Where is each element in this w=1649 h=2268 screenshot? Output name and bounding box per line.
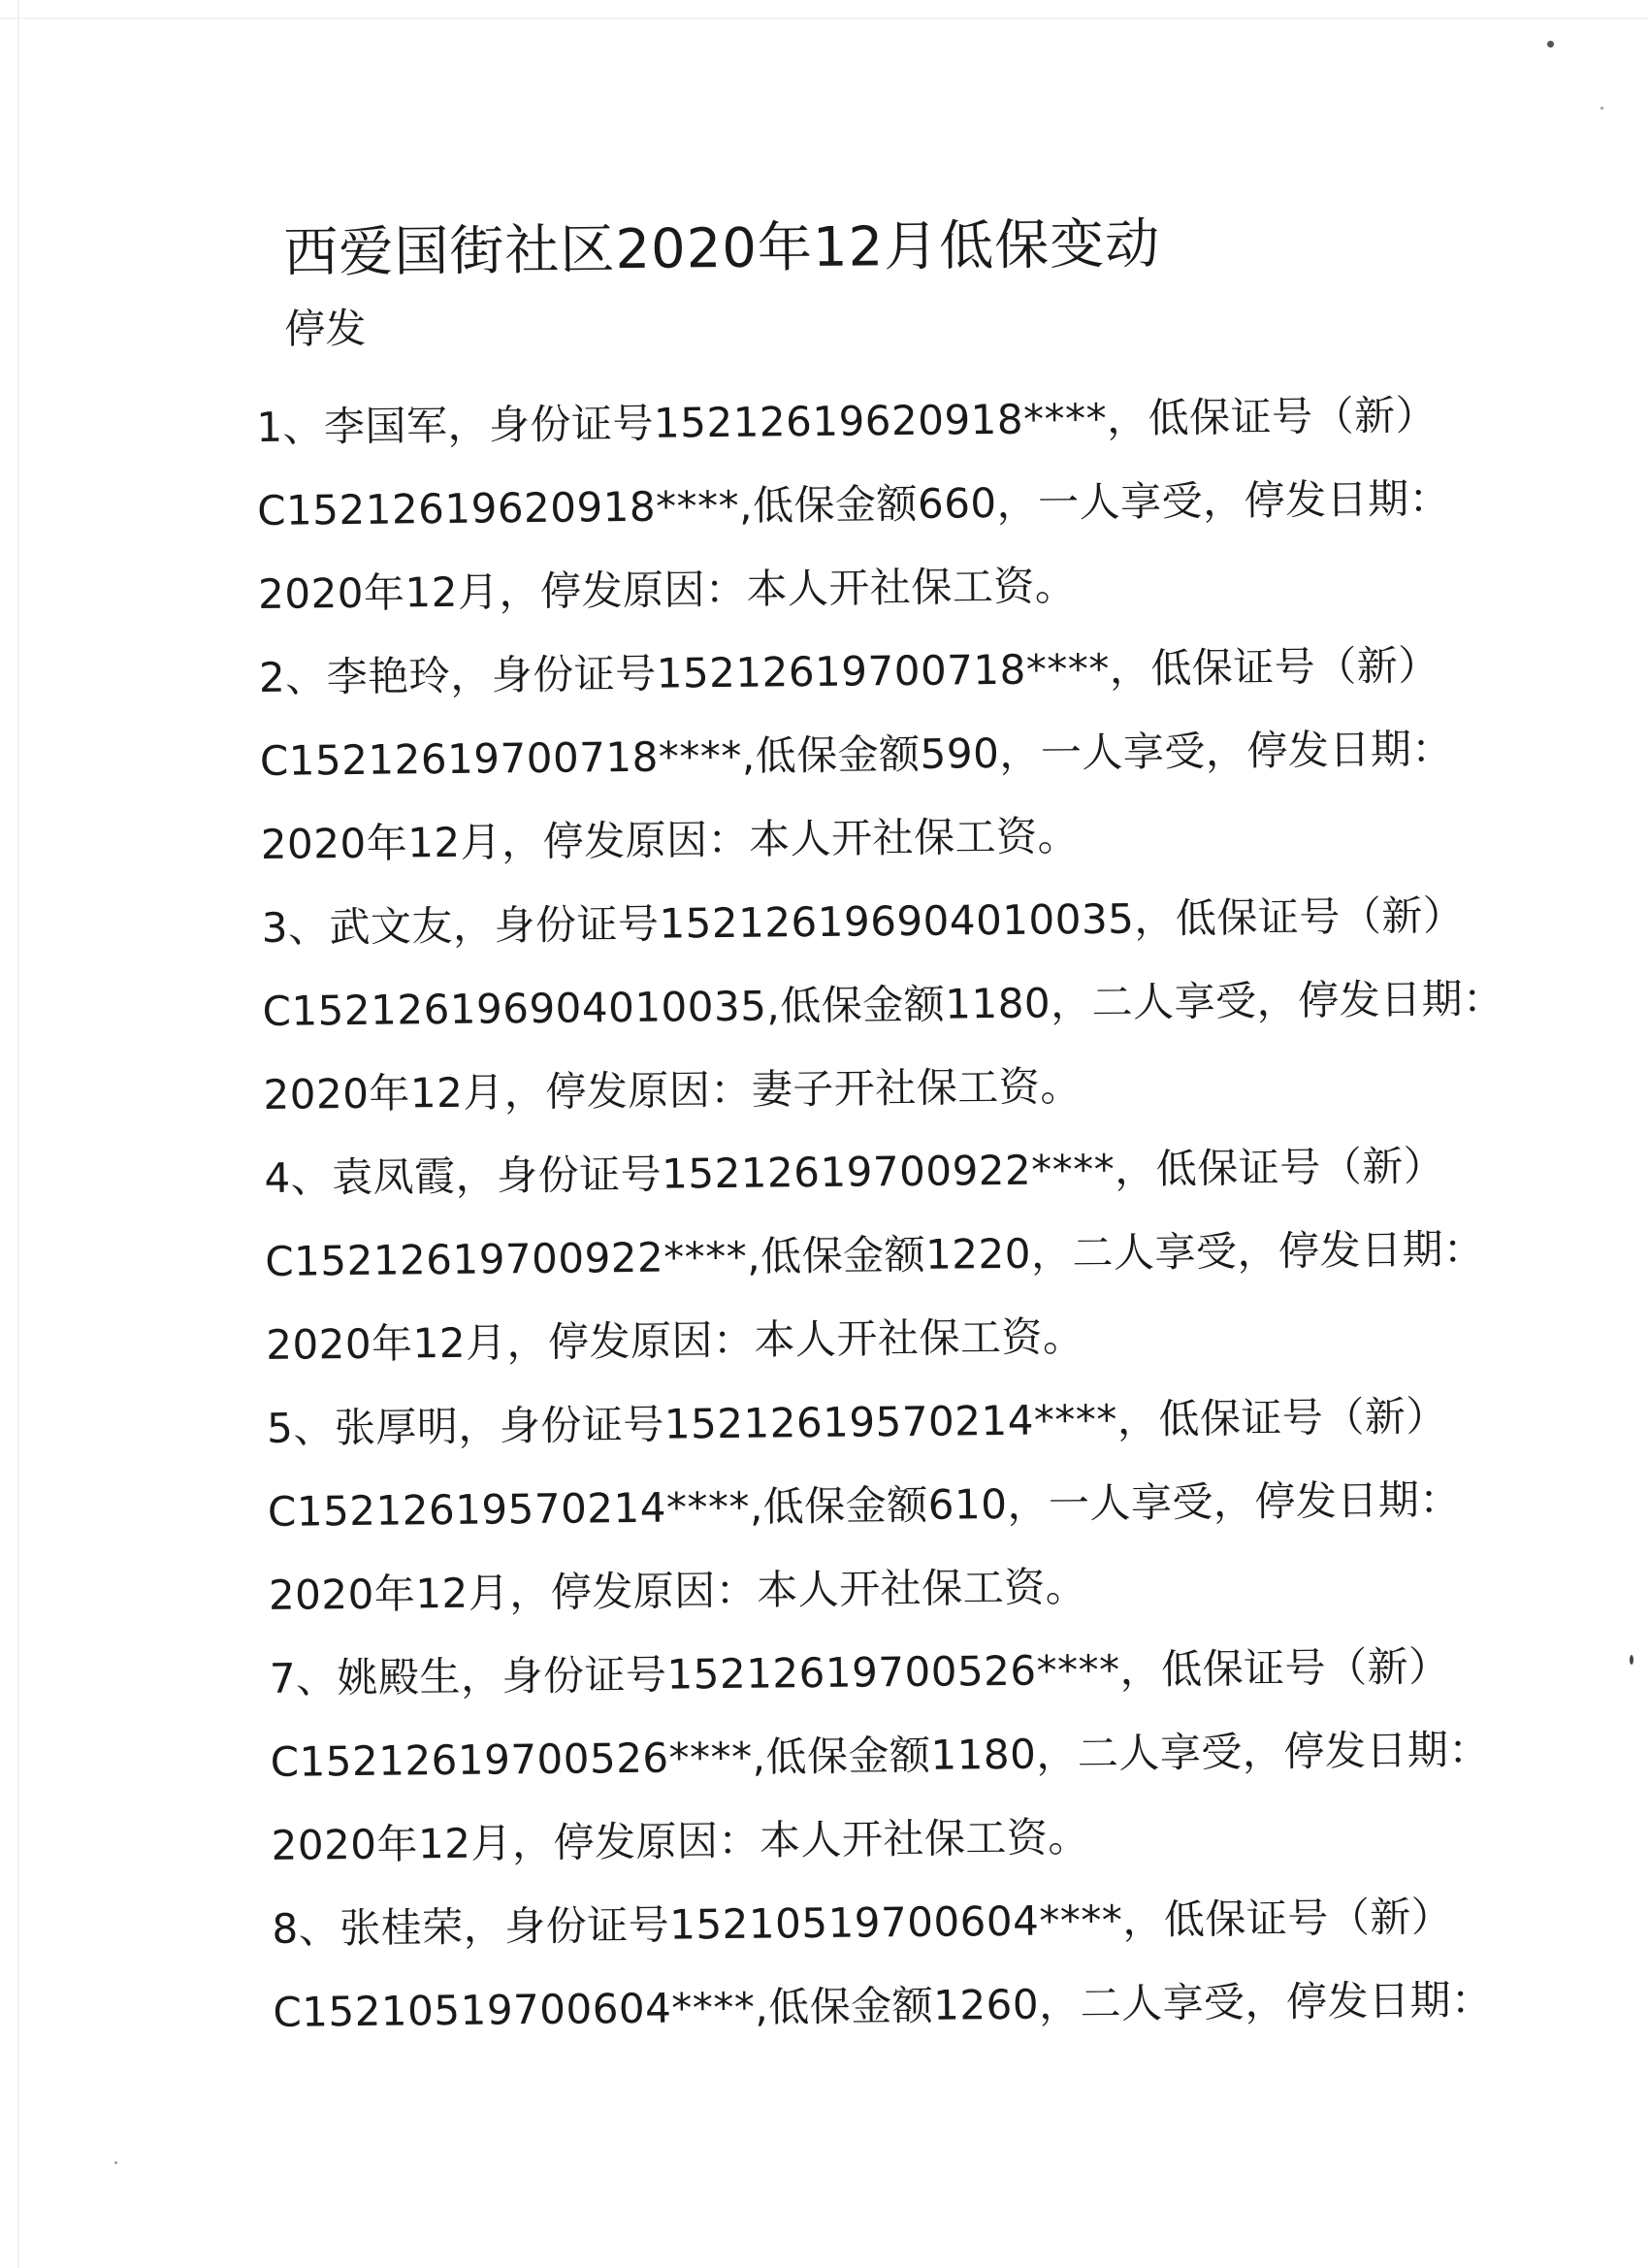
scan-speck xyxy=(1600,107,1603,110)
entry-line: 8、张桂荣，身份证号15210519700604****，低保证号（新） xyxy=(272,1893,1453,1953)
entry-line: 5、张厚明，身份证号15212619570214****，低保证号（新） xyxy=(266,1392,1448,1452)
entry-line: C152126196904010035,低保金额1180，二人享受，停发日期： xyxy=(262,974,1504,1035)
document-title: 西爱国街社区2020年12月低保变动 xyxy=(283,212,1161,285)
entry-line: 3、武文友，身份证号152126196904010035，低保证号（新） xyxy=(261,891,1465,952)
scan-edge-left xyxy=(17,0,19,2268)
entry-8 xyxy=(272,1875,1496,2055)
entry-line: C15210519700604****,低保金额1260，二人享受，停发日期： xyxy=(273,1975,1493,2036)
entry-line: 2020年12月，停发原因：本人开社保工资。 xyxy=(257,562,1077,618)
scan-speck xyxy=(114,2161,117,2164)
entry-line: 4、袁凤霞，身份证号15212619700922****，低保证号（新） xyxy=(264,1142,1445,1202)
entry-line: 2020年12月，停发原因：妻子开社保工资。 xyxy=(263,1062,1083,1118)
entry-3 xyxy=(261,874,1504,1137)
entry-4 xyxy=(264,1124,1489,1387)
entry-line: 2020年12月，停发原因：本人开社保工资。 xyxy=(260,812,1080,868)
entry-line: 2020年12月，停发原因：本人开社保工资。 xyxy=(268,1563,1087,1619)
scan-edge-top xyxy=(0,17,1649,19)
entry-line: C15212619700526****,低保金额1180，二人享受，停发日期： xyxy=(270,1725,1491,1786)
entry-line: 7、姚殿生，身份证号15212619700526****，低保证号（新） xyxy=(269,1642,1450,1702)
entry-line: 2、李艳玲，身份证号15212619700718****，低保证号（新） xyxy=(258,641,1440,701)
scan-speck xyxy=(1630,1655,1633,1665)
section-heading: 停发 xyxy=(283,304,367,353)
document-body xyxy=(254,201,1504,2055)
entry-line: 2020年12月，停发原因：本人开社保工资。 xyxy=(271,1813,1090,1869)
entry-line: C15212619700718****,低保金额590，一人享受，停发日期： xyxy=(259,725,1454,785)
entry-line: C15212619570214****,低保金额610，一人享受，停发日期： xyxy=(267,1475,1462,1536)
entry-line: C15212619620918****,低保金额660，一人享受，停发日期： xyxy=(256,474,1451,535)
entry-line: C15212619700922****,低保金额1220，二人享受，停发日期： xyxy=(265,1224,1485,1285)
entry-line: 2020年12月，停发原因：本人开社保工资。 xyxy=(265,1312,1084,1369)
entry-1 xyxy=(256,373,1481,636)
entry-2 xyxy=(259,624,1484,887)
entry-5 xyxy=(267,1375,1492,1637)
entry-7 xyxy=(269,1625,1494,1888)
scan-speck xyxy=(1547,41,1554,48)
entry-line: 1、李国军，身份证号15212619620918****，低保证号（新） xyxy=(256,391,1438,451)
